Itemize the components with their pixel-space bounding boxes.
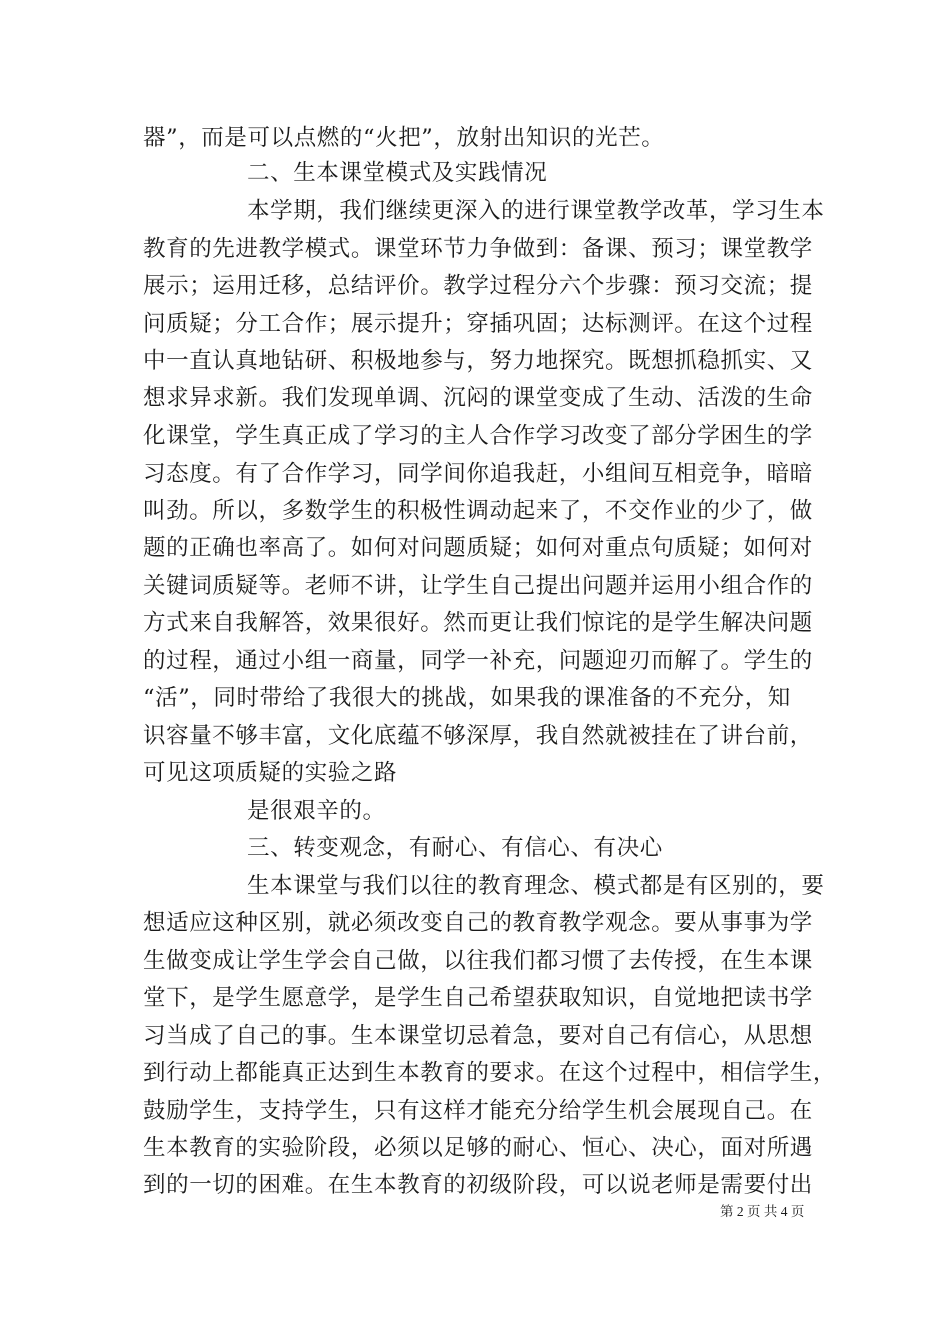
text-line: 鼓励学生，支持学生，只有这样才能充分给学生机会展现自己。在	[143, 1098, 813, 1124]
text-line: 习态度。有了合作学习，同学间你追我赶，小组间互相竞争，暗暗	[143, 461, 813, 487]
text-line: 习当成了自己的事。生本课堂切忌着急，要对自己有信心，从思想	[143, 1023, 813, 1049]
text-line: 可见这项质疑的实验之路	[143, 760, 398, 786]
text-line: “活”，同时带给了我很大的挑战，如果我的课准备的不充分，知	[143, 685, 791, 711]
text-line: 想求异求新。我们发现单调、沉闷的课堂变成了生动、活泼的生命	[143, 385, 813, 411]
text-line: 堂下，是学生愿意学，是学生自己希望获取知识，自觉地把读书学	[143, 985, 813, 1011]
paragraph-line-start: 生本课堂与我们以往的教育理念、模式都是有区别的，要	[247, 873, 825, 899]
text-line: 题的正确也率高了。如何对问题质疑；如何对重点句质疑；如何对	[143, 535, 813, 561]
text-line: 生本教育的实验阶段，必须以足够的耐心、恒心、决心，面对所遇	[143, 1135, 813, 1161]
page-number-footer: 第 2 页 共 4 页	[720, 1204, 805, 1219]
text-line: 问质疑；分工合作；展示提升；穿插巩固；达标测评。在这个过程	[143, 311, 813, 337]
text-line: 化课堂，学生真正成了学习的主人合作学习改变了部分学困生的学	[143, 423, 813, 449]
text-line: 生做变成让学生学会自己做，以往我们都习惯了去传授，在生本课	[143, 948, 813, 974]
section-heading-2: 二、生本课堂模式及实践情况	[247, 160, 548, 186]
text-line: 叫劲。所以，多数学生的积极性调动起来了，不交作业的少了，做	[143, 498, 813, 524]
text-line: 想适应这种区别，就必须改变自己的教育教学观念。要从事事为学	[143, 910, 813, 936]
paragraph-line-start: 本学期，我们继续更深入的进行课堂教学改革，学习生本	[247, 198, 825, 224]
text-line-1: 器”，而是可以点燃的“火把”，放射出知识的光芒。	[143, 125, 665, 151]
text-line: 关键词质疑等。老师不讲，让学生自己提出问题并运用小组合作的	[143, 573, 813, 599]
text-line: 教育的先进教学模式。课堂环节力争做到：备课、预习；课堂教学	[143, 236, 813, 262]
text-line: 的过程，通过小组一商量，同学一补充，问题迎刃而解了。学生的	[143, 648, 813, 674]
section-heading-3: 三、转变观念，有耐心、有信心、有决心	[247, 835, 663, 861]
text-line: 方式来自我解答，效果很好。然而更让我们惊诧的是学生解决问题	[143, 610, 813, 636]
text-line: 到行动上都能真正达到生本教育的要求。在这个过程中，相信学生，	[143, 1060, 837, 1086]
text-line: 中一直认真地钻研、积极地参与，努力地探究。既想抓稳抓实、又	[143, 348, 813, 374]
text-line: 到的一切的困难。在生本教育的初级阶段，可以说老师是需要付出	[143, 1172, 813, 1198]
text-line-indented: 是很艰辛的。	[247, 798, 386, 824]
text-line: 识容量不够丰富，文化底蕴不够深厚，我自然就被挂在了讲台前，	[143, 723, 813, 749]
text-line: 展示；运用迁移，总结评价。教学过程分六个步骤：预习交流；提	[143, 273, 813, 299]
